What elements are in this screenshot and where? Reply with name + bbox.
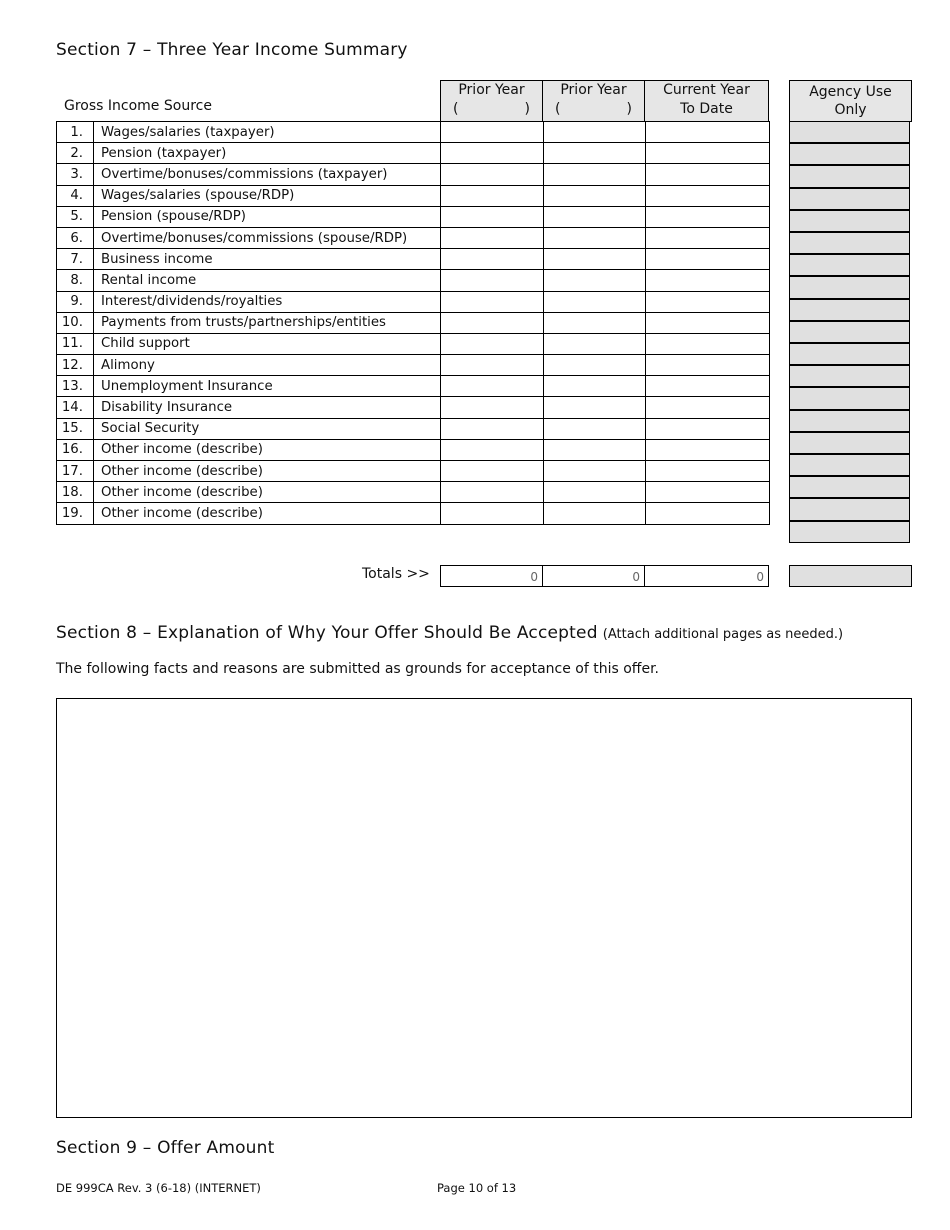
prior-year-1-amount-input[interactable] bbox=[441, 122, 544, 143]
income-row bbox=[57, 270, 770, 291]
prior-year-1-label: Prior Year bbox=[458, 82, 525, 98]
income-row bbox=[57, 249, 770, 270]
agency-use-cell bbox=[789, 432, 910, 454]
income-table bbox=[56, 121, 770, 525]
row-number: 7. bbox=[57, 249, 94, 270]
prior-year-2-amount-input[interactable] bbox=[544, 418, 646, 439]
prior-year-2-amount-input[interactable] bbox=[544, 333, 646, 354]
row-label: Other income (describe) bbox=[94, 503, 441, 524]
row-number: 11. bbox=[57, 333, 94, 354]
current-year-amount-input[interactable] bbox=[646, 185, 770, 206]
prior-year-1-amount-input[interactable] bbox=[441, 503, 544, 524]
income-row bbox=[57, 461, 770, 482]
prior-year-2-amount-input[interactable] bbox=[544, 143, 646, 164]
prior-year-1-amount-input[interactable] bbox=[441, 418, 544, 439]
prior-year-1-amount-input[interactable] bbox=[441, 227, 544, 248]
prior-year-2-amount-input[interactable] bbox=[544, 482, 646, 503]
section9-title: Section 9 – Offer Amount bbox=[56, 1138, 275, 1158]
agency-use-cell bbox=[789, 143, 910, 165]
total-prior-year-2: 0 bbox=[542, 565, 645, 587]
prior-year-2-amount-input[interactable] bbox=[544, 122, 646, 143]
income-row bbox=[57, 206, 770, 227]
current-year-amount-input[interactable] bbox=[646, 355, 770, 376]
income-row bbox=[57, 227, 770, 248]
row-number: 14. bbox=[57, 397, 94, 418]
income-row bbox=[57, 333, 770, 354]
income-row bbox=[57, 439, 770, 460]
page-number: Page 10 of 13 bbox=[437, 1181, 517, 1195]
prior-year-1-amount-input[interactable] bbox=[441, 291, 544, 312]
prior-year-1-amount-input[interactable] bbox=[441, 143, 544, 164]
current-year-amount-input[interactable] bbox=[646, 291, 770, 312]
current-year-amount-input[interactable] bbox=[646, 312, 770, 333]
agency-use-cell bbox=[789, 210, 910, 232]
current-year-amount-input[interactable] bbox=[646, 270, 770, 291]
agency-use-cell bbox=[789, 165, 910, 187]
income-row bbox=[57, 503, 770, 524]
current-year-amount-input[interactable] bbox=[646, 439, 770, 460]
current-year-line1: Current Year bbox=[663, 82, 750, 98]
gross-income-source-header: Gross Income Source bbox=[64, 98, 212, 114]
agency-use-cell bbox=[789, 232, 910, 254]
agency-use-cell bbox=[789, 365, 910, 387]
prior-year-1-amount-input[interactable] bbox=[441, 461, 544, 482]
prior-year-2-amount-input[interactable] bbox=[544, 503, 646, 524]
section8-note: (Attach additional pages as needed.) bbox=[602, 627, 844, 642]
row-label: Social Security bbox=[94, 418, 441, 439]
row-label: Rental income bbox=[94, 270, 441, 291]
agency-use-line1: Agency Use bbox=[809, 84, 892, 100]
explanation-textarea[interactable] bbox=[56, 698, 912, 1118]
open-paren: ( bbox=[555, 101, 561, 117]
row-label: Other income (describe) bbox=[94, 461, 441, 482]
agency-use-cell bbox=[789, 299, 910, 321]
row-label: Wages/salaries (spouse/RDP) bbox=[94, 185, 441, 206]
open-paren: ( bbox=[453, 101, 459, 117]
agency-use-cell bbox=[789, 410, 910, 432]
agency-use-cell bbox=[789, 476, 910, 498]
current-year-amount-input[interactable] bbox=[646, 397, 770, 418]
agency-use-cell bbox=[789, 498, 910, 520]
prior-year-1-amount-input[interactable] bbox=[441, 206, 544, 227]
row-label: Other income (describe) bbox=[94, 482, 441, 503]
row-number: 13. bbox=[57, 376, 94, 397]
agency-use-cell bbox=[789, 343, 910, 365]
row-number: 17. bbox=[57, 461, 94, 482]
row-number: 5. bbox=[57, 206, 94, 227]
prior-year-2-amount-input[interactable] bbox=[544, 439, 646, 460]
prior-year-1-amount-input[interactable] bbox=[441, 355, 544, 376]
current-year-header bbox=[644, 80, 769, 122]
row-number: 10. bbox=[57, 312, 94, 333]
prior-year-1-amount-input[interactable] bbox=[441, 397, 544, 418]
row-number: 1. bbox=[57, 122, 94, 143]
row-label: Alimony bbox=[94, 355, 441, 376]
income-row bbox=[57, 355, 770, 376]
prior-year-2-amount-input[interactable] bbox=[544, 185, 646, 206]
agency-use-cell bbox=[789, 387, 910, 409]
income-row bbox=[57, 122, 770, 143]
prior-year-1-amount-input[interactable] bbox=[441, 482, 544, 503]
prior-year-2-amount-input[interactable] bbox=[544, 312, 646, 333]
current-year-line2: To Date bbox=[680, 101, 733, 117]
close-paren: ) bbox=[524, 101, 530, 117]
totals-label: Totals >> bbox=[362, 566, 430, 582]
total-current-year: 0 bbox=[644, 565, 769, 587]
current-year-amount-input[interactable] bbox=[646, 333, 770, 354]
prior-year-1-amount-input[interactable] bbox=[441, 185, 544, 206]
current-year-amount-input[interactable] bbox=[646, 122, 770, 143]
prior-year-2-amount-input[interactable] bbox=[544, 397, 646, 418]
current-year-amount-input[interactable] bbox=[646, 206, 770, 227]
prior-year-2-amount-input[interactable] bbox=[544, 355, 646, 376]
row-label: Child support bbox=[94, 333, 441, 354]
prior-year-1-amount-input[interactable] bbox=[441, 376, 544, 397]
current-year-amount-input[interactable] bbox=[646, 249, 770, 270]
row-label: Disability Insurance bbox=[94, 397, 441, 418]
row-label: Business income bbox=[94, 249, 441, 270]
section7-title: Section 7 – Three Year Income Summary bbox=[56, 40, 408, 60]
row-number: 12. bbox=[57, 355, 94, 376]
prior-year-1-amount-input[interactable] bbox=[441, 439, 544, 460]
section8-heading bbox=[56, 623, 843, 643]
row-number: 18. bbox=[57, 482, 94, 503]
agency-use-line2: Only bbox=[834, 102, 867, 118]
row-label: Pension (taxpayer) bbox=[94, 143, 441, 164]
prior-year-2-amount-input[interactable] bbox=[544, 249, 646, 270]
prior-year-2-amount-input[interactable] bbox=[544, 227, 646, 248]
prior-year-2-amount-input[interactable] bbox=[544, 291, 646, 312]
current-year-amount-input[interactable] bbox=[646, 418, 770, 439]
prior-year-2-header bbox=[542, 80, 645, 122]
agency-use-cell bbox=[789, 454, 910, 476]
current-year-amount-input[interactable] bbox=[646, 482, 770, 503]
form-id: DE 999CA Rev. 3 (6-18) (INTERNET) bbox=[56, 1181, 261, 1195]
prior-year-1-amount-input[interactable] bbox=[441, 164, 544, 185]
income-row bbox=[57, 291, 770, 312]
prior-year-2-amount-input[interactable] bbox=[544, 164, 646, 185]
row-number: 19. bbox=[57, 503, 94, 524]
total-prior-year-1: 0 bbox=[440, 565, 543, 587]
current-year-amount-input[interactable] bbox=[646, 376, 770, 397]
current-year-amount-input[interactable] bbox=[646, 164, 770, 185]
income-row bbox=[57, 397, 770, 418]
section8-intro: The following facts and reasons are submitted as grounds for acceptance of this offer. bbox=[56, 661, 659, 677]
row-label: Interest/dividends/royalties bbox=[94, 291, 441, 312]
row-number: 15. bbox=[57, 418, 94, 439]
row-number: 2. bbox=[57, 143, 94, 164]
agency-use-cell bbox=[789, 276, 910, 298]
prior-year-2-label: Prior Year bbox=[560, 82, 627, 98]
row-number: 8. bbox=[57, 270, 94, 291]
current-year-amount-input[interactable] bbox=[646, 503, 770, 524]
row-number: 16. bbox=[57, 439, 94, 460]
current-year-amount-input[interactable] bbox=[646, 227, 770, 248]
prior-year-2-year-field[interactable] bbox=[543, 100, 644, 119]
close-paren: ) bbox=[626, 101, 632, 117]
income-row bbox=[57, 482, 770, 503]
current-year-amount-input[interactable] bbox=[646, 143, 770, 164]
prior-year-1-amount-input[interactable] bbox=[441, 249, 544, 270]
prior-year-1-amount-input[interactable] bbox=[441, 333, 544, 354]
row-label: Pension (spouse/RDP) bbox=[94, 206, 441, 227]
row-label: Unemployment Insurance bbox=[94, 376, 441, 397]
prior-year-1-header bbox=[440, 80, 543, 122]
row-number: 6. bbox=[57, 227, 94, 248]
row-label: Wages/salaries (taxpayer) bbox=[94, 122, 441, 143]
row-label: Other income (describe) bbox=[94, 439, 441, 460]
prior-year-2-amount-input[interactable] bbox=[544, 376, 646, 397]
agency-total-cell bbox=[789, 565, 912, 587]
row-label: Overtime/bonuses/commissions (spouse/RDP) bbox=[94, 227, 441, 248]
row-label: Payments from trusts/partnerships/entities bbox=[94, 312, 441, 333]
prior-year-1-year-field[interactable] bbox=[441, 100, 542, 119]
prior-year-1-amount-input[interactable] bbox=[441, 270, 544, 291]
income-row bbox=[57, 418, 770, 439]
income-row bbox=[57, 164, 770, 185]
row-number: 9. bbox=[57, 291, 94, 312]
prior-year-2-amount-input[interactable] bbox=[544, 270, 646, 291]
prior-year-2-amount-input[interactable] bbox=[544, 461, 646, 482]
row-number: 3. bbox=[57, 164, 94, 185]
income-row bbox=[57, 185, 770, 206]
agency-use-cell bbox=[789, 254, 910, 276]
prior-year-1-amount-input[interactable] bbox=[441, 312, 544, 333]
agency-use-cell bbox=[789, 321, 910, 343]
agency-use-cell bbox=[789, 188, 910, 210]
agency-use-cell bbox=[789, 121, 910, 143]
section8-title: Section 8 – Explanation of Why Your Offer Should Be Accepted bbox=[56, 623, 598, 643]
row-label: Overtime/bonuses/commissions (taxpayer) bbox=[94, 164, 441, 185]
current-year-amount-input[interactable] bbox=[646, 461, 770, 482]
agency-use-cell bbox=[789, 521, 910, 543]
row-number: 4. bbox=[57, 185, 94, 206]
income-row bbox=[57, 376, 770, 397]
income-row bbox=[57, 312, 770, 333]
prior-year-2-amount-input[interactable] bbox=[544, 206, 646, 227]
income-row bbox=[57, 143, 770, 164]
agency-use-header bbox=[789, 80, 912, 122]
